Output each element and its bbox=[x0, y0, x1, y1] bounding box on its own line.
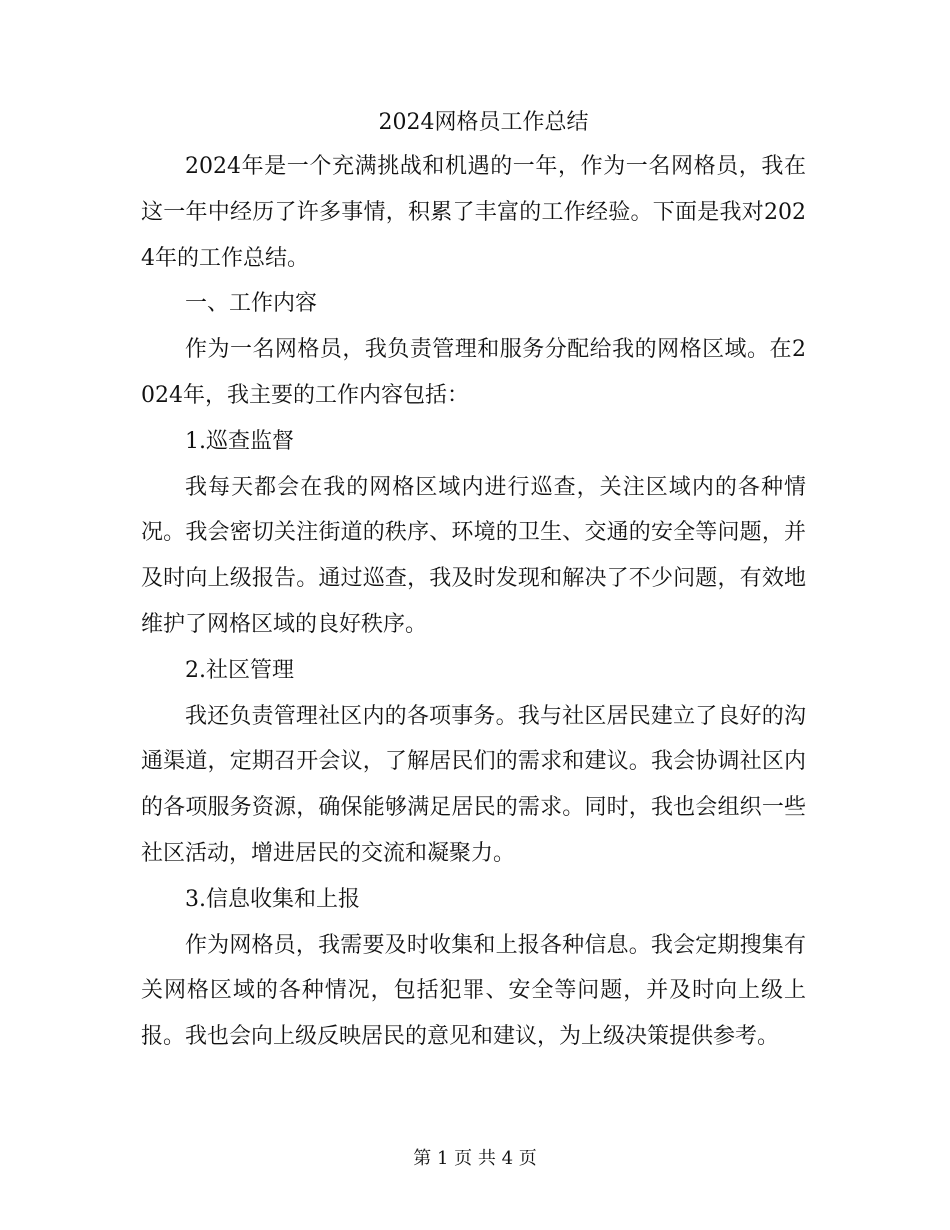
item-heading-community: 2.社区管理 bbox=[185, 657, 294, 683]
section-intro-paragraph: 作为一名网格员，我负责管理和服务分配给我的网格区域。在2024年，我主要的工作内容包括： bbox=[141, 337, 806, 408]
intro-paragraph: 2024年是一个充满挑战和机遇的一年，作为一名网格员，我在这一年中经历了许多事情，积累了丰富的工作经验。下面是我对2024年的工作总结。 bbox=[141, 154, 806, 271]
item-heading-patrol: 1.巡查监督 bbox=[185, 428, 294, 454]
item-body-patrol: 我每天都会在我的网格区域内进行巡查，关注区域内的各种情况。我会密切关注街道的秩序、环境的卫生、交通的安全等问题，并及时向上级报告。通过巡查，我及时发现和解决了不少问题，有效地维护了网格区域的良好秩序。 bbox=[141, 474, 806, 637]
document-title: 2024网格员工作总结 bbox=[378, 110, 589, 135]
item-heading-information: 3.信息收集和上报 bbox=[185, 886, 360, 912]
section-heading: 一、工作内容 bbox=[185, 291, 318, 317]
document-body bbox=[141, 102, 806, 1060]
item-body-information: 作为网格员，我需要及时收集和上报各种信息。我会定期搜集有关网格区域的各种情况，包括犯罪、安全等问题，并及时向上级上报。我也会向上级反映居民的意见和建议，为上级决策提供参考。 bbox=[141, 932, 806, 1050]
item-body-community: 我还负责管理社区内的各项事务。我与社区居民建立了良好的沟通渠道，定期召开会议，了解居民们的需求和建议。我会协调社区内的各项服务资源，确保能够满足居民的需求。同时，我也会组织一些社区活动，增进居民的交流和凝聚力。 bbox=[141, 703, 806, 866]
page-number-footer: 第 1 页 共 4 页 bbox=[413, 1148, 537, 1169]
